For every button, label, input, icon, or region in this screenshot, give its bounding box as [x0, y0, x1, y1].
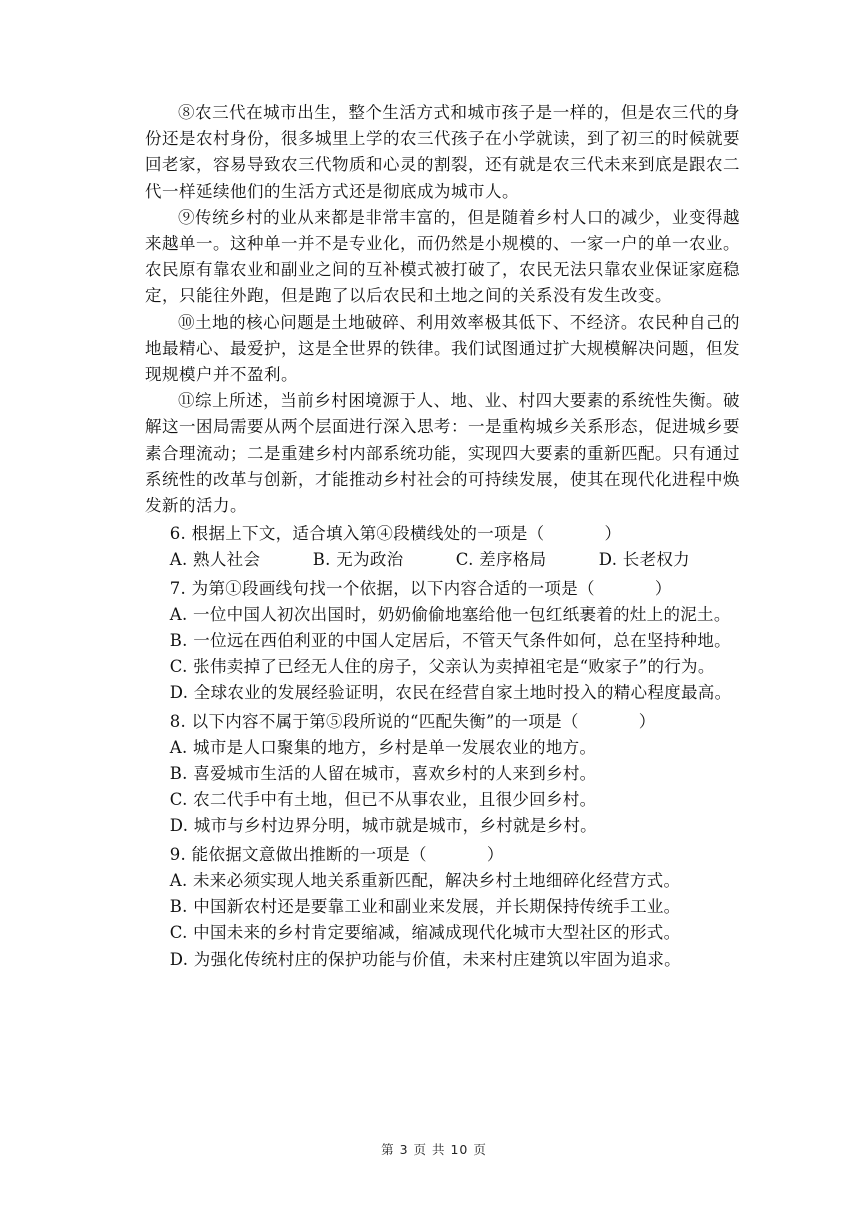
option-d: D. 城市与乡村边界分明，城市就是城市，乡村就是乡村。: [169, 816, 597, 836]
paragraph-11: ⑪综上所述，当前乡村困境源于人、地、业、村四大要素的系统性失衡。破解这一困局需要从两个层面进行深入思考：一是重构城乡关系形态，促进城乡要素合理流动；二是重建乡村内部系统功能，实现四大要素的重新匹配。只有通过系统性的改革与创新，才能推动乡村社会的可持续发展，使其在现代化进程中焕发新的活力。: [145, 391, 740, 516]
option-d: D. 长老权力: [598, 550, 690, 570]
option-a: A. 一位中国人初次出国时，奶奶偷偷地塞给他一包红纸裹着的灶上的泥土。: [169, 604, 731, 624]
paragraph-9: ⑨传统乡村的业从来都是非常丰富的，但是随着乡村人口的减少，业变得越来越单一。这种单一并不是专业化，而仍然是小规模的、一家一户的单一农业。农民原有靠农业和副业之间的互补模式被打破了，农民无法只靠农业保证家庭稳定，只能往外跑，但是跑了以后农民和土地之间的关系没有发生改变。: [145, 207, 740, 306]
option-b: B. 喜爱城市生活的人留在城市，喜欢乡村的人来到乡村。: [169, 764, 597, 784]
option-c: C. 张伟卖掉了已经无人住的房子，父亲认为卖掉祖宅是“败家子”的行为。: [169, 657, 715, 677]
option-a: A. 熟人社会: [169, 550, 261, 570]
option-c: C. 差序格局: [455, 550, 547, 570]
option-c: C. 中国未来的乡村肯定要缩减，缩减成现代化城市大型社区的形式。: [169, 923, 681, 943]
question-7-stem-text: 7. 为第①段画线句找一个依据，以下内容合适的一项是（: [169, 578, 595, 598]
option-b: B. 一位远在西伯利亚的中国人定居后，不管天气条件如何，总在坚持种地。: [169, 631, 731, 651]
option-a: A. 未来必须实现人地关系重新匹配，解决乡村土地细碎化经营方式。: [169, 870, 681, 890]
question-7: [145, 576, 740, 707]
option-d: D. 为强化传统村庄的保护功能与价值，未来村庄建筑以牢固为追求。: [169, 949, 681, 969]
question-8: [145, 709, 740, 840]
paragraph-8: ⑧农三代在城市出生，整个生活方式和城市孩子是一样的，但是农三代的身份还是农村身份，很多城里上学的农三代孩子在小学就读，到了初三的时候就要回老家，容易导致农三代物质和心灵的割裂，还有就是农三代未来到底是跟农二代一样延续他们的生活方式还是彻底成为城市人。: [145, 103, 740, 201]
question-9-stem-text: 9. 能依据文意做出推断的一项是（: [169, 844, 427, 864]
option-a: A. 城市是人口聚集的地方，乡村是单一发展农业的地方。: [169, 737, 597, 757]
option-c: C. 农二代手中有土地，但已不从事农业，且很少回乡村。: [169, 790, 597, 810]
paragraph-10: ⑩土地的核心问题是土地破碎、利用效率极其低下、不经济。农民种自己的地最精心、最爱护，这是全世界的铁律。我们试图通过扩大规模解决问题，但发现规模户并不盈利。: [145, 312, 740, 385]
question-6-stem-end: ）: [604, 524, 622, 544]
question-8-stem-text: 8. 以下内容不属于第⑤段所说的“匹配失衡”的一项是（: [169, 711, 579, 731]
question-9: [145, 842, 740, 973]
page-footer: 第 3 页 共 10 页: [381, 1142, 487, 1157]
question-9-stem: [145, 842, 740, 868]
question-6-stem: [145, 521, 740, 547]
option-b: B. 无为政治: [312, 550, 404, 570]
question-6: [145, 521, 740, 573]
option-d: D. 全球农业的发展经验证明，农民在经营自家土地时投入的精心程度最高。: [169, 683, 732, 703]
question-8-stem: [145, 709, 740, 735]
question-7-stem-end: ）: [654, 578, 672, 598]
question-8-stem-end: ）: [638, 711, 656, 731]
question-6-options: [145, 547, 740, 573]
option-b: B. 中国新农村还是要靠工业和副业来发展，并长期保持传统手工业。: [169, 897, 681, 917]
question-9-stem-end: ）: [486, 844, 504, 864]
question-7-stem: [145, 576, 740, 602]
page-content: [145, 100, 740, 973]
question-6-stem-text: 6. 根据上下文，适合填入第④段横线处的一项是（: [169, 524, 545, 544]
